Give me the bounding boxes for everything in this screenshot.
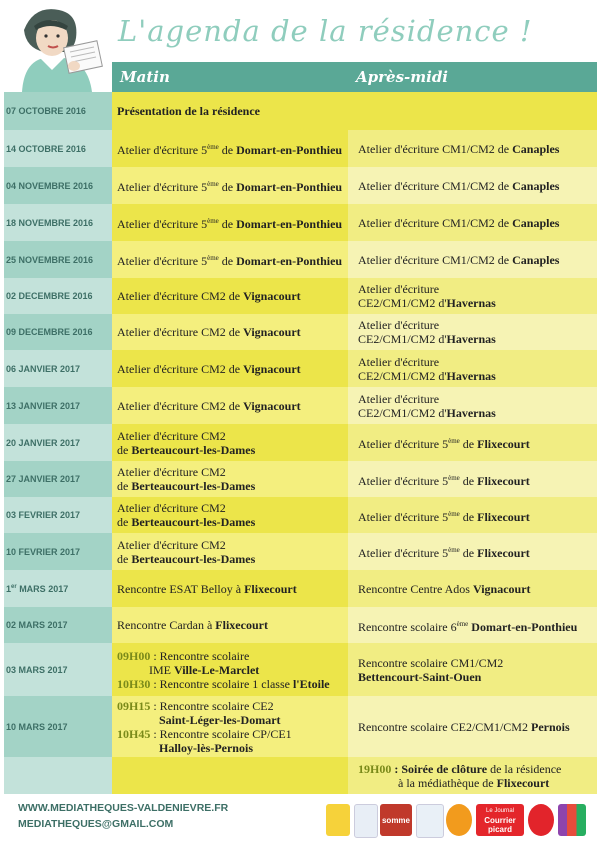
row-date: 20 JANVIER 2017: [4, 424, 112, 461]
row-apm: [348, 497, 597, 533]
row-matin: [112, 461, 348, 497]
matin-place: Domart-en-Ponthieu: [236, 143, 343, 157]
header-matin: Matin: [120, 68, 170, 86]
row-date: 14 OCTOBRE 2016: [4, 130, 112, 167]
matin-text: Atelier d'écriture CM2 de: [117, 361, 244, 376]
matin-text: de: [117, 442, 132, 457]
apm-place: Havernas: [446, 296, 496, 310]
row-date: 13 JANVIER 2017: [4, 387, 112, 424]
row-matin: [112, 241, 348, 278]
matin-text: Atelier d'écriture CM2 de: [117, 325, 244, 339]
table-row: [4, 696, 597, 757]
matin-text: : Rencontre scolaire 1 classe: [150, 676, 293, 691]
row-matin: [112, 204, 348, 241]
table-row: [4, 424, 597, 461]
logo-courrier-picard: [476, 804, 524, 836]
matin-place: Domart-en-Ponthieu: [236, 254, 343, 268]
logo-journal-text: Le Journal: [485, 807, 515, 814]
row-apm: [348, 350, 597, 387]
row-apm: [348, 757, 597, 794]
matin-text: Rencontre ESAT Belloy à: [117, 581, 245, 596]
date-text: 1: [6, 583, 12, 594]
apm-text: Atelier d'écriture 5: [358, 437, 449, 451]
row-apm: [348, 241, 597, 278]
header-apres-midi: Après-midi: [356, 68, 448, 86]
row-apm: [348, 278, 597, 314]
apm-place: Canaples: [512, 141, 560, 156]
row-apm: [348, 533, 597, 570]
apm-text: Atelier d'écriture: [358, 318, 440, 332]
row-date: 07 OCTOBRE 2016: [4, 92, 112, 130]
logo-somme: somme: [380, 804, 412, 836]
row-date: 04 NOVEMBRE 2016: [4, 167, 112, 204]
apm-text: CE2/CM1/CM2 d': [358, 368, 447, 383]
apm-text: de: [459, 473, 478, 488]
matin-text: Atelier d'écriture CM2: [117, 465, 226, 479]
matin-text: de: [117, 515, 132, 529]
apm-place: : Soirée de clôture: [391, 761, 488, 776]
table-row: [4, 350, 597, 387]
matin-place: Berteaucourt-les-Dames: [131, 515, 256, 529]
table-row: [4, 570, 597, 607]
time-label: 10H30: [117, 676, 151, 691]
apm-text: Atelier d'écriture 5: [358, 546, 449, 560]
logo-val-de-nievre: [326, 804, 350, 836]
matin-place: Flixecourt: [244, 581, 297, 596]
row-date: 03 MARS 2017: [4, 643, 112, 696]
matin-text: de: [218, 254, 237, 268]
apm-text: de: [459, 437, 478, 451]
matin-text: : Rencontre scolaire CE2: [150, 698, 274, 713]
matin-place: Berteaucourt-les-Dames: [131, 551, 256, 566]
matin-text: : Rencontre scolaire: [150, 648, 250, 663]
apm-place: Flixecourt: [477, 473, 530, 488]
apm-sup: ème: [448, 509, 460, 518]
apm-sup: ème: [448, 473, 460, 482]
matin-place: Flixecourt: [215, 618, 268, 632]
apm-place: Havernas: [446, 332, 496, 346]
apm-text: Atelier d'écriture CM1/CM2 de: [358, 215, 513, 230]
logo-squares: [558, 804, 586, 836]
apm-text: à la médiathèque de: [398, 775, 497, 790]
table-row: [4, 241, 597, 278]
apm-text: Atelier d'écriture 5: [358, 473, 449, 488]
apm-place: Domart-en-Ponthieu: [471, 619, 578, 634]
apm-place: Flixecourt: [477, 509, 530, 524]
table-row: [4, 92, 597, 130]
apm-text: Rencontre scolaire CM1/CM2: [358, 655, 504, 670]
apm-sup: ème: [456, 619, 469, 628]
logo-courrier-text: Courrier picard: [484, 815, 516, 834]
time-label: 10H45: [117, 726, 151, 741]
matin-place: Domart-en-Ponthieu: [236, 217, 343, 231]
row-apm: [348, 461, 597, 497]
row-date: 06 JANVIER 2017: [4, 350, 112, 387]
matin-text: Atelier d'écriture 5: [117, 254, 208, 268]
row-apm: [348, 607, 597, 643]
matin-text: de: [218, 180, 237, 194]
apm-text: Atelier d'écriture 5: [358, 509, 449, 524]
matin-place: Vignacourt: [243, 398, 301, 413]
matin-place: Berteaucourt-les-Dames: [131, 442, 256, 457]
matin-place: Ville-Le-Marclet: [174, 662, 260, 677]
matin-sup: ème: [207, 217, 219, 225]
row-matin-text: Présentation de la résidence: [117, 104, 260, 118]
matin-text: Atelier d'écriture 5: [117, 180, 208, 194]
apm-place: Flixecourt: [477, 546, 530, 560]
matin-text: de: [218, 143, 237, 157]
logo-flower: [446, 804, 472, 836]
apm-text: Rencontre Centre Ados: [358, 581, 473, 596]
woman-illustration: [4, 0, 112, 92]
row-apm: [348, 314, 597, 350]
matin-place: Halloy-lès-Pernois: [159, 740, 253, 755]
row-date: 10 MARS 2017: [4, 696, 112, 757]
row-date: 18 NOVEMBRE 2016: [4, 204, 112, 241]
table-row: [4, 533, 597, 570]
row-matin: [112, 92, 597, 130]
matin-sup: ème: [207, 254, 219, 262]
email-link[interactable]: MEDIATHEQUES@GMAIL.COM: [18, 818, 174, 830]
apm-place: Flixecourt: [496, 775, 550, 790]
row-matin: [112, 167, 348, 204]
row-date: 09 DECEMBRE 2016: [4, 314, 112, 350]
row-matin: [112, 314, 348, 350]
matin-place: l'Etoile: [292, 676, 330, 691]
time-label: 09H15: [117, 698, 151, 713]
apm-text: Atelier d'écriture: [358, 391, 440, 406]
matin-text: Atelier d'écriture CM2: [117, 537, 226, 552]
apm-place: Bettencourt-Saint-Ouen: [358, 669, 482, 684]
apm-text: Rencontre scolaire 6: [358, 619, 457, 634]
table-row: [4, 167, 597, 204]
row-apm: [348, 130, 597, 167]
matin-text: Rencontre Cardan à: [117, 618, 216, 632]
table-row: [4, 607, 597, 643]
row-matin: [112, 387, 348, 424]
row-date: [4, 570, 112, 607]
table-row: [4, 757, 597, 794]
row-matin: [112, 607, 348, 643]
row-apm: [348, 696, 597, 757]
row-matin: [112, 570, 348, 607]
logo-hauts-de-france: [416, 804, 444, 838]
date-sup: er: [11, 583, 17, 590]
logo-ministere: [354, 804, 378, 838]
page-title: L'agenda de la résidence !: [118, 14, 533, 48]
matin-text: de: [117, 551, 132, 566]
matin-text: de: [117, 479, 132, 493]
row-date: 02 DECEMBRE 2016: [4, 278, 112, 314]
row-date: 02 MARS 2017: [4, 607, 112, 643]
row-matin: [112, 757, 348, 794]
matin-text: Atelier d'écriture CM2 de: [117, 398, 244, 413]
matin-text: Atelier d'écriture CM2 de: [117, 289, 244, 303]
row-matin: [112, 497, 348, 533]
matin-text: Atelier d'écriture 5: [117, 143, 208, 157]
apm-text: Atelier d'écriture CM1/CM2 de: [358, 252, 513, 267]
row-matin: [112, 350, 348, 387]
apm-text: CE2/CM1/CM2 d': [358, 296, 447, 310]
matin-place: Vignacourt: [243, 325, 301, 339]
row-apm: [348, 167, 597, 204]
matin-place: Vignacourt: [243, 361, 301, 376]
table-row: [4, 387, 597, 424]
apm-text: Atelier d'écriture CM1/CM2 de: [358, 178, 513, 193]
matin-text: : Rencontre scolaire CP/CE1: [150, 726, 292, 741]
table-row: [4, 643, 597, 696]
apm-text: de: [459, 546, 478, 560]
apm-place: Pernois: [530, 719, 570, 734]
matin-place: Saint-Léger-les-Domart: [159, 712, 281, 727]
apm-place: Vignacourt: [472, 581, 531, 596]
apm-text: de la résidence: [487, 761, 562, 776]
apm-text: Atelier d'écriture: [358, 354, 440, 369]
row-date: 10 FEVRIER 2017: [4, 533, 112, 570]
footer-contact: [18, 800, 228, 832]
matin-text: de: [218, 217, 237, 231]
row-date: 27 JANVIER 2017: [4, 461, 112, 497]
row-apm: [348, 424, 597, 461]
apm-sup: ème: [448, 546, 460, 554]
matin-text: IME: [149, 662, 174, 677]
website-link[interactable]: WWW.MEDIATHEQUES-VALDENIEVRE.FR: [18, 802, 229, 814]
row-matin: [112, 424, 348, 461]
matin-text: Atelier d'écriture CM2: [117, 428, 226, 443]
table-row: [4, 314, 597, 350]
table-row: [4, 278, 597, 314]
apm-place: Havernas: [446, 405, 496, 420]
apm-place: Havernas: [446, 368, 496, 383]
row-date: 25 NOVEMBRE 2016: [4, 241, 112, 278]
table-row: [4, 497, 597, 533]
apm-text: CE2/CM1/CM2 d': [358, 332, 447, 346]
row-apm: [348, 204, 597, 241]
logo-red-circle: [528, 804, 554, 836]
table-row: [4, 130, 597, 167]
table-row: [4, 204, 597, 241]
apm-text: Atelier d'écriture: [358, 282, 440, 296]
apm-place: Canaples: [512, 215, 560, 230]
apm-text: CE2/CM1/CM2 d': [358, 405, 447, 420]
table-header: [112, 62, 597, 92]
apm-place: Canaples: [512, 178, 560, 193]
row-apm: [348, 387, 597, 424]
row-matin: [112, 696, 348, 757]
matin-text: Atelier d'écriture 5: [117, 217, 208, 231]
time-label: 09H00: [117, 648, 151, 663]
apm-text: Atelier d'écriture CM1/CM2 de: [358, 141, 513, 156]
matin-text: Atelier d'écriture CM2: [117, 501, 226, 515]
matin-sup: ème: [207, 180, 219, 188]
matin-place: Vignacourt: [243, 289, 301, 303]
apm-place: Canaples: [512, 252, 560, 267]
matin-place: Berteaucourt-les-Dames: [131, 479, 256, 493]
apm-place: Flixecourt: [477, 437, 530, 451]
row-matin: [112, 533, 348, 570]
matin-place: Domart-en-Ponthieu: [236, 180, 343, 194]
row-matin: [112, 278, 348, 314]
row-apm: [348, 570, 597, 607]
table-row: [4, 461, 597, 497]
date-text: MARS 2017: [16, 583, 69, 594]
row-matin: [112, 643, 348, 696]
apm-text: de: [459, 509, 478, 524]
partner-logos: [326, 804, 596, 838]
row-matin: [112, 130, 348, 167]
time-label: 19H00: [358, 761, 392, 776]
row-apm: [348, 643, 597, 696]
row-date: [4, 757, 112, 794]
apm-text: Rencontre scolaire CE2/CM1/CM2: [358, 719, 531, 734]
matin-sup: ème: [207, 143, 219, 151]
apm-sup: ème: [448, 437, 460, 445]
row-date: 03 FEVRIER 2017: [4, 497, 112, 533]
